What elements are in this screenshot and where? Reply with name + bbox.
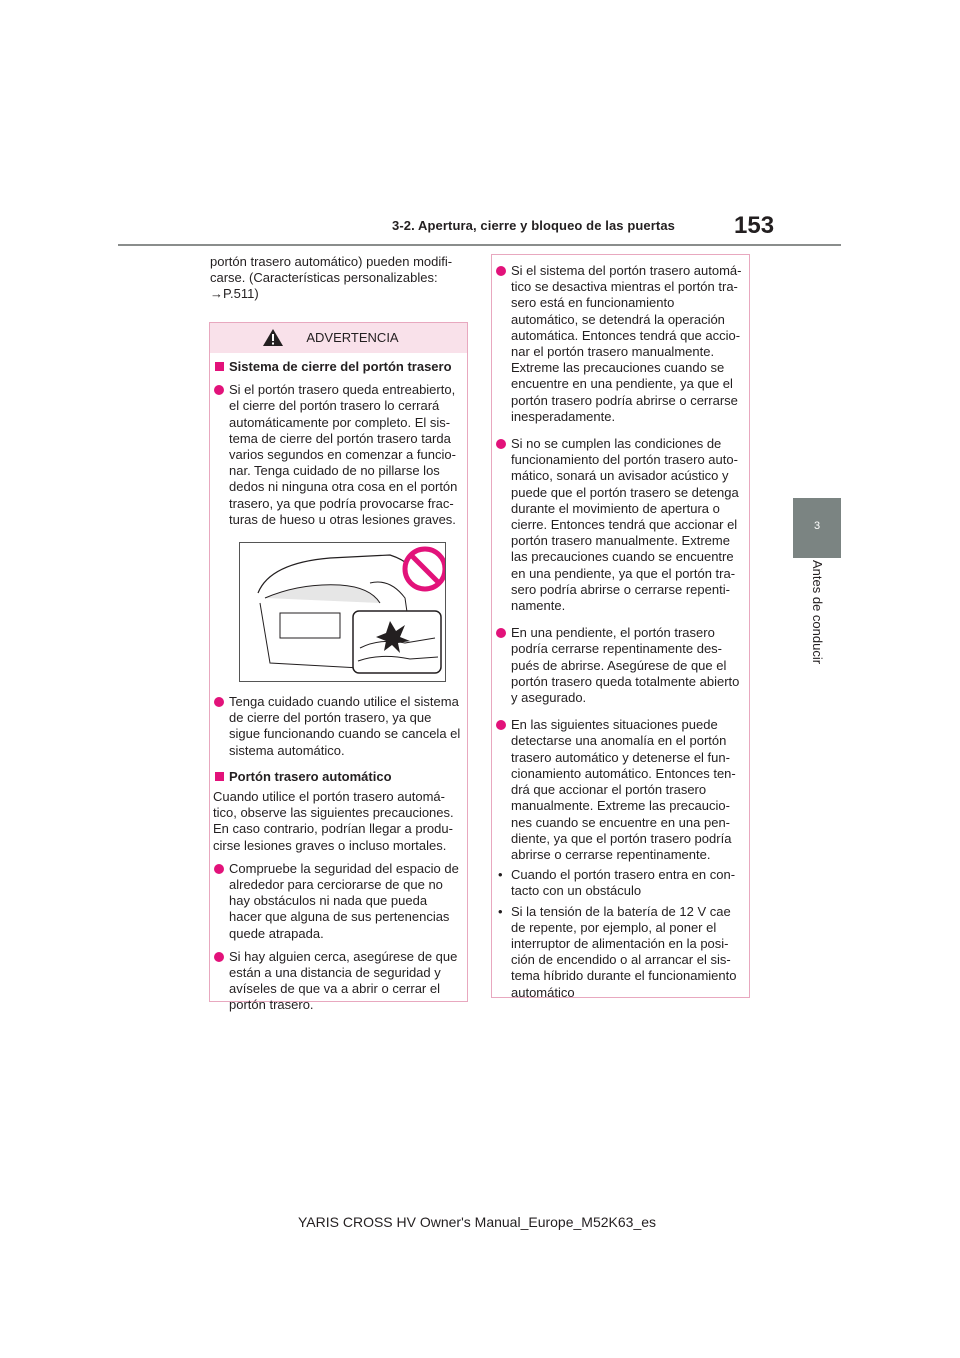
chapter-label — [805, 560, 829, 700]
warning-box-continued — [491, 254, 750, 998]
warning-content — [213, 353, 463, 1014]
sub-list-item: • Si la tensión de la batería de 12 V cae de repente, por ejemplo, al poner el interruptor de alimentación en la posi-ción de encendido o al arrancar el sis-tema híbrido durante el funcionamiento automático — [495, 904, 745, 1001]
footer — [0, 1214, 960, 1230]
warning-header — [210, 323, 467, 353]
page-number: 153 — [734, 212, 775, 239]
section-heading: Sistema de cierre del portón trasero — [213, 359, 463, 375]
bullet-item: Si el sistema del portón trasero automá-tico se desactiva mientras el portón tra-sero está en funcionamiento automático, se detendrá la operación automática. Entonces tendrá que accio-nar el portón trasero manualmente. Extreme las precauciones cuando se encuentre en una pendiente, ya que el portón trasero podría abrirse o cerrarse inesperadamente. — [495, 263, 745, 425]
tailgate-illustration — [239, 542, 446, 682]
bullet-item: En una pendiente, el portón trasero podría cerrarse repentinamente des-pués de abrirse. Asegúrese de que el portón trasero queda totalmente abierto y asegurado. — [495, 625, 745, 706]
bullet-item: Si el portón trasero queda entreabierto, el cierre del portón trasero lo cerrará automáticamente por completo. El sis-tema de cierre del portón trasero tarda varios segundos en comenzar a funcio-nar. Tenga cuidado de no pillarse los dedos ni ninguna otra cosa en el portón trasero, ya que podría provocarse frac-turas de hueso u otras lesiones graves. — [213, 382, 463, 528]
warning-box — [209, 322, 468, 1013]
footer-text: YARIS CROSS HV Owner's Manual_Europe_M52K63_es — [297, 1214, 657, 1230]
bullet-item: Tenga cuidado cuando utilice el sistema de cierre del portón trasero, ya que sigue funcionando cuando se cancela el sistema automático. — [213, 694, 463, 759]
chapter-tab: 3 — [793, 498, 841, 558]
warning-content-continued — [495, 259, 745, 1001]
warning-title: ADVERTENCIA — [306, 330, 399, 345]
bullet-item: En las siguientes situaciones puede detectarse una anomalía en el portón trasero automático y detenerse el fun-cionamiento automático. Entonces ten-drá que accionar el portón trasero manualmente. Extreme las precaucio-nes cuando se encuentre en una pen-diente, ya que el portón trasero podría abrirse o cerrarse repentinamente. — [495, 717, 745, 863]
chapter-label-text: Antes de conducir — [810, 560, 825, 665]
header-rule — [118, 244, 841, 246]
bullet-item: Compruebe la seguridad del espacio de alrededor para cerciorarse de que no hay obstáculos ni nada que pueda hacer que alguna de sus pertenencias quede atrapada. — [213, 861, 463, 942]
sub-list-item: • Cuando el portón trasero entra en con-tacto con un obstáculo — [495, 867, 745, 899]
warning-triangle-icon — [262, 328, 284, 347]
section-heading: Portón trasero automático — [213, 769, 463, 785]
intro-text: portón trasero automático) pueden modifi-carse. (Características personalizables: →P.511) — [210, 254, 453, 301]
tailgate-pinch-hazard-image — [240, 543, 445, 681]
section-paragraph: Cuando utilice el portón trasero automá-tico, observe las siguientes precauciones. En caso contrario, podrían llegar a produ-cirse lesiones graves o incluso mortales. — [213, 789, 454, 853]
bullet-item: Si hay alguien cerca, asegúrese de que están a una distancia de seguridad y avíseles de que va a abrir o cerrar el portón trasero. — [213, 949, 463, 1014]
header-section-title: 3-2. Apertura, cierre y bloqueo de las puertas — [392, 218, 675, 233]
bullet-item: Si no se cumplen las condiciones de funcionamiento del portón trasero auto-mático, sonará un avisador acústico y puede que el portón trasero se detenga durante el movimiento de apertura o cierre. Entonces tendrá que accionar el portón trasero manualmente. Extreme las precauciones cuando se encuentre en una pendiente, ya que el portón tra-sero podría abrirse o cerrarse repenti-namente. — [495, 436, 745, 614]
